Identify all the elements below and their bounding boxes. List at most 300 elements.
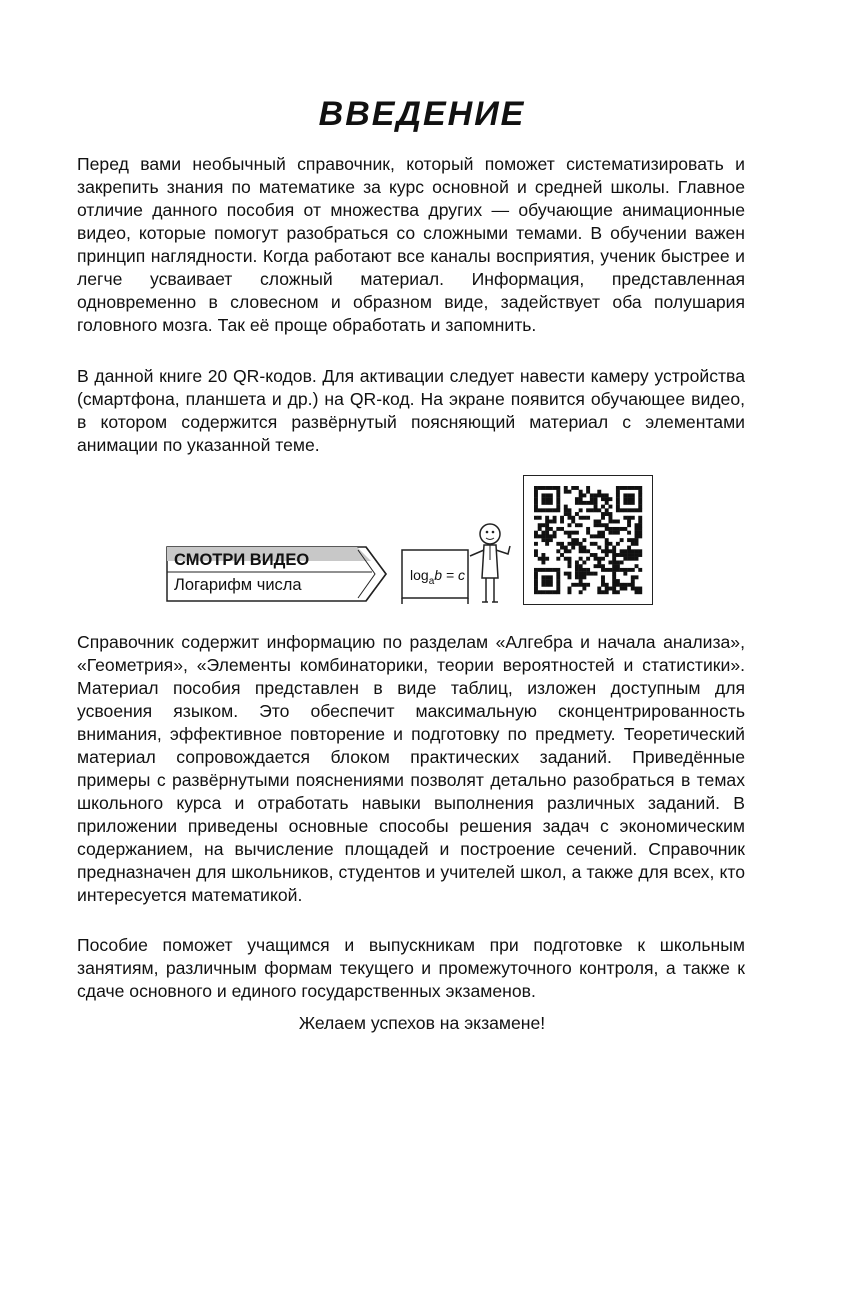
qr-module xyxy=(541,486,545,490)
qr-module xyxy=(616,501,620,505)
qr-module xyxy=(545,493,549,497)
qr-module xyxy=(616,493,620,497)
qr-module xyxy=(541,575,545,579)
contents-paragraph: Справочник содержит информацию по разделам «Алгебра и начала анализа», «Геометрия», «Элементы комбинаторики, теории вероятностей и статистики». Материал пособия представлен в виде таблиц, изложен доступным для усвоения языком. Это обеспечит максимальную сконцентрированность внимания, эффективное повторение и подготовку по предмету. Теоретический материал сопровождается блоком практических заданий. Приведённые примеры с развёрнутыми пояснениями позволят детально разобраться в темах школьного курса и отработать навыки выполнения различных заданий. В приложении приведены основные способы решения задач с экономическим содержанием, на вычисление площадей и построение сечений. Справочник предназначен для школьников, студентов и учителей школ, а также для всех, кто интересуется математикой. xyxy=(77,632,745,905)
qr-module xyxy=(564,490,568,494)
qr-module xyxy=(590,542,594,546)
qr-module xyxy=(545,575,549,579)
qr-module xyxy=(601,583,605,587)
qr-module xyxy=(612,572,616,576)
qr-module xyxy=(545,486,549,490)
qr-module xyxy=(594,501,598,505)
qr-module xyxy=(545,501,549,505)
qr-module xyxy=(549,527,553,531)
qr-module xyxy=(586,490,590,494)
qr-module xyxy=(638,534,642,538)
qr-module xyxy=(556,490,560,494)
qr-module xyxy=(556,542,560,546)
qr-module xyxy=(534,508,538,512)
qr-module xyxy=(545,590,549,594)
qr-module xyxy=(623,568,627,572)
qr-module xyxy=(631,568,635,572)
qr-module xyxy=(627,568,631,572)
qr-module xyxy=(635,527,639,531)
qr-module xyxy=(541,534,545,538)
qr-module xyxy=(612,568,616,572)
qr-module xyxy=(560,546,564,550)
qr-module xyxy=(608,587,612,591)
qr-module xyxy=(638,587,642,591)
qr-module xyxy=(556,590,560,594)
qr-module xyxy=(556,527,560,531)
qr-module xyxy=(541,523,545,527)
qr-module xyxy=(620,549,624,553)
qr-module xyxy=(601,579,605,583)
qr-code-graphic xyxy=(523,475,653,605)
qr-module xyxy=(556,575,560,579)
qr-module xyxy=(635,557,639,561)
qr-module xyxy=(538,534,542,538)
qr-module xyxy=(586,557,590,561)
intro-paragraph-1: Перед вами необычный справочник, который поможет систематизировать и закрепить знания по математике за курс основной и средней школы. Главное отличие данного пособия от множества других — обучающие анимационные видео, которые помогут разобраться со сложными темами. В обучении важен принцип наглядности. Когда работают все каналы восприятия, ученик быстрее и легче усваивает сложный материал. Информация, представленная одновременно в словесном и образном виде, задействует оба полушария головного мозга. Так её проще обработать и запомнить. xyxy=(77,154,745,335)
qr-module xyxy=(564,512,568,516)
qr-module xyxy=(582,575,586,579)
qr-module xyxy=(620,587,624,591)
qr-module xyxy=(534,549,538,553)
qr-module xyxy=(564,572,568,576)
qr-module xyxy=(575,531,579,535)
qr-module xyxy=(635,542,639,546)
qr-module xyxy=(597,508,601,512)
qr-module xyxy=(538,516,542,520)
qr-module xyxy=(594,572,598,576)
qr-module xyxy=(635,531,639,535)
qr-module xyxy=(601,531,605,535)
qr-module xyxy=(623,553,627,557)
qr-module xyxy=(575,572,579,576)
qr-module xyxy=(571,583,575,587)
qr-module xyxy=(579,501,583,505)
formula-rest: b = c xyxy=(434,567,465,583)
qr-module xyxy=(534,501,538,505)
qr-module xyxy=(638,493,642,497)
qr-module xyxy=(571,538,575,542)
qr-module xyxy=(549,575,553,579)
qr-module xyxy=(612,560,616,564)
qr-module xyxy=(623,508,627,512)
qr-module xyxy=(594,523,598,527)
qr-module xyxy=(608,527,612,531)
qr-module xyxy=(564,549,568,553)
qr-module xyxy=(579,549,583,553)
qr-module xyxy=(534,568,538,572)
watch-video-callout xyxy=(166,546,386,601)
qr-module xyxy=(627,538,631,542)
qr-module xyxy=(605,568,609,572)
qr-module xyxy=(571,486,575,490)
qr-module xyxy=(605,512,609,516)
formula-base: a xyxy=(428,575,435,587)
qr-module xyxy=(560,516,564,520)
qr-module xyxy=(594,557,598,561)
qr-module xyxy=(571,516,575,520)
qr-module xyxy=(638,531,642,535)
qr-module xyxy=(635,587,639,591)
qr-module xyxy=(605,590,609,594)
qr-module xyxy=(605,523,609,527)
qr-module xyxy=(586,527,590,531)
qr-module xyxy=(601,493,605,497)
qr-module xyxy=(638,486,642,490)
qr-module xyxy=(608,512,612,516)
qr-module xyxy=(631,542,635,546)
qr-module xyxy=(620,560,624,564)
qr-module xyxy=(631,549,635,553)
qr-module xyxy=(534,490,538,494)
qr-module xyxy=(545,579,549,583)
qr-module xyxy=(590,553,594,557)
qr-module xyxy=(538,557,542,561)
qr-module xyxy=(541,538,545,542)
qr-module xyxy=(627,557,631,561)
qr-module xyxy=(601,534,605,538)
qr-module xyxy=(541,560,545,564)
qr-module xyxy=(541,557,545,561)
qr-module xyxy=(623,583,627,587)
callout-heading: СМОТРИ ВИДЕО xyxy=(174,551,310,569)
qr-module xyxy=(545,531,549,535)
qr-module xyxy=(616,583,620,587)
qr-module xyxy=(605,527,609,531)
qr-module xyxy=(568,590,572,594)
qr-module xyxy=(545,527,549,531)
qr-module xyxy=(590,572,594,576)
qr-module xyxy=(605,583,609,587)
qr-module xyxy=(620,538,624,542)
qr-module xyxy=(638,549,642,553)
qr-module xyxy=(612,520,616,524)
qr-module xyxy=(597,531,601,535)
qr-module xyxy=(631,587,635,591)
qr-module xyxy=(597,490,601,494)
qr-module xyxy=(590,534,594,538)
qr-module xyxy=(627,501,631,505)
qr-module xyxy=(638,523,642,527)
qr-module xyxy=(631,508,635,512)
qr-module xyxy=(601,557,605,561)
qr-module xyxy=(534,587,538,591)
qr-module xyxy=(541,508,545,512)
qr-module xyxy=(571,546,575,550)
qr-module xyxy=(560,542,564,546)
qr-module xyxy=(605,553,609,557)
qr-module xyxy=(568,531,572,535)
qr-module xyxy=(579,523,583,527)
qr-module xyxy=(575,575,579,579)
qr-module xyxy=(586,583,590,587)
closing-wish: Желаем успехов на экзамене! xyxy=(298,1013,546,1033)
qr-module xyxy=(579,497,583,501)
qr-module xyxy=(556,493,560,497)
qr-module xyxy=(612,587,616,591)
qr-module xyxy=(594,542,598,546)
qr-module xyxy=(582,501,586,505)
qr-module xyxy=(631,538,635,542)
qr-module xyxy=(620,508,624,512)
qr-module xyxy=(579,493,583,497)
qr-module xyxy=(538,508,542,512)
qr-module xyxy=(568,560,572,564)
qr-module xyxy=(549,493,553,497)
qr-module xyxy=(612,583,616,587)
qr-module xyxy=(597,493,601,497)
qr-module xyxy=(631,583,635,587)
qr-module xyxy=(623,497,627,501)
qr-module xyxy=(534,583,538,587)
qr-module xyxy=(623,557,627,561)
qr-module xyxy=(582,493,586,497)
qr-module xyxy=(556,501,560,505)
qr-module xyxy=(638,520,642,524)
qr-module xyxy=(605,542,609,546)
qr-module xyxy=(568,557,572,561)
qr-module xyxy=(631,497,635,501)
qr-module xyxy=(541,493,545,497)
qr-module xyxy=(616,497,620,501)
qr-module xyxy=(575,560,579,564)
qr-module xyxy=(635,553,639,557)
qr-module xyxy=(605,587,609,591)
qr-module xyxy=(594,493,598,497)
qr-module xyxy=(627,583,631,587)
qr-module xyxy=(582,516,586,520)
qr-module xyxy=(582,546,586,550)
qr-module xyxy=(638,568,642,572)
qr-module xyxy=(627,486,631,490)
qr-module xyxy=(545,538,549,542)
qr-module xyxy=(601,590,605,594)
qr-module xyxy=(601,568,605,572)
qr-module xyxy=(541,568,545,572)
qr-module xyxy=(575,538,579,542)
qr-module xyxy=(568,516,572,520)
qr-module xyxy=(579,590,583,594)
qr-module xyxy=(564,508,568,512)
qr-module xyxy=(616,579,620,583)
qr-module xyxy=(586,568,590,572)
qr-module xyxy=(534,579,538,583)
qr-module xyxy=(635,486,639,490)
qr-module xyxy=(545,516,549,520)
qr-module xyxy=(612,527,616,531)
qr-module xyxy=(582,572,586,576)
qr-module xyxy=(627,531,631,535)
formula-log: log xyxy=(410,567,429,583)
qr-module xyxy=(575,523,579,527)
qr-module xyxy=(620,527,624,531)
qr-module xyxy=(538,568,542,572)
qr-module xyxy=(616,531,620,535)
qr-module xyxy=(612,553,616,557)
qr-module xyxy=(579,490,583,494)
qr-module xyxy=(616,490,620,494)
qr-module xyxy=(586,508,590,512)
qr-module xyxy=(568,572,572,576)
qr-module xyxy=(568,512,572,516)
qr-module xyxy=(608,542,612,546)
qr-module xyxy=(638,497,642,501)
qr-module xyxy=(582,583,586,587)
board-formula xyxy=(410,567,465,587)
qr-module xyxy=(601,549,605,553)
qr-module xyxy=(553,520,557,524)
qr-module xyxy=(579,572,583,576)
qr-module xyxy=(575,486,579,490)
qr-module xyxy=(545,497,549,501)
qr-module xyxy=(616,590,620,594)
qr-module xyxy=(534,505,538,509)
qr-module xyxy=(553,534,557,538)
qr-module xyxy=(605,538,609,542)
qr-module xyxy=(590,493,594,497)
qr-module xyxy=(638,553,642,557)
qr-module xyxy=(545,523,549,527)
qr-module xyxy=(541,553,545,557)
qr-module xyxy=(534,516,538,520)
qr-module xyxy=(605,493,609,497)
qr-module xyxy=(590,501,594,505)
qr-module xyxy=(623,527,627,531)
qr-module xyxy=(616,542,620,546)
qr-module xyxy=(560,520,564,524)
qr-module xyxy=(553,508,557,512)
qr-module xyxy=(608,497,612,501)
qr-module xyxy=(623,572,627,576)
purpose-paragraph: Пособие поможет учащимся и выпускникам при подготовке к школьным занятиям, различным формам текущего и промежуточного контроля, а также к сдаче основного и единого государственных экзаменов. xyxy=(77,935,745,1001)
qr-module xyxy=(627,523,631,527)
qr-module xyxy=(538,486,542,490)
qr-module xyxy=(575,512,579,516)
qr-module xyxy=(534,575,538,579)
qr-module xyxy=(623,493,627,497)
qr-module xyxy=(631,516,635,520)
qr-module xyxy=(556,486,560,490)
qr-module xyxy=(590,497,594,501)
qr-module xyxy=(638,501,642,505)
qr-module xyxy=(579,557,583,561)
qr-module xyxy=(549,534,553,538)
qr-module xyxy=(605,501,609,505)
qr-module xyxy=(579,564,583,568)
qr-module xyxy=(623,549,627,553)
qr-module xyxy=(608,516,612,520)
qr-module xyxy=(538,527,542,531)
qr-module xyxy=(579,542,583,546)
page-title: ВВЕДЕНИЕ xyxy=(318,95,526,133)
qr-module xyxy=(597,546,601,550)
qr-module xyxy=(635,538,639,542)
qr-module xyxy=(608,568,612,572)
qr-module xyxy=(601,564,605,568)
callout-topic: Логарифм числа xyxy=(174,576,302,594)
qr-module xyxy=(601,512,605,516)
qr-module xyxy=(590,508,594,512)
qr-module xyxy=(631,579,635,583)
qr-module xyxy=(575,542,579,546)
qr-module xyxy=(579,516,583,520)
qr-module xyxy=(605,546,609,550)
qr-module xyxy=(635,534,639,538)
qr-module xyxy=(575,583,579,587)
qr-module xyxy=(616,508,620,512)
qr-module xyxy=(549,501,553,505)
qr-module xyxy=(620,486,624,490)
qr-module xyxy=(553,486,557,490)
qr-module xyxy=(534,486,538,490)
qr-module xyxy=(612,531,616,535)
qr-module xyxy=(612,546,616,550)
qr-module xyxy=(616,520,620,524)
qr-module xyxy=(608,520,612,524)
qr-module xyxy=(627,553,631,557)
qr-module xyxy=(601,516,605,520)
qr-module xyxy=(553,590,557,594)
qr-module xyxy=(601,505,605,509)
qr-module xyxy=(623,516,627,520)
qr-module xyxy=(627,516,631,520)
qr-module xyxy=(575,564,579,568)
qr-module xyxy=(597,534,601,538)
qr-module xyxy=(568,490,572,494)
qr-module xyxy=(627,546,631,550)
qr-module xyxy=(560,527,564,531)
qr-module xyxy=(586,486,590,490)
qr-module xyxy=(556,508,560,512)
qr-module xyxy=(597,523,601,527)
qr-module xyxy=(631,575,635,579)
qr-module xyxy=(534,534,538,538)
qr-module xyxy=(582,549,586,553)
qr-module xyxy=(582,560,586,564)
qr-module xyxy=(635,523,639,527)
qr-module xyxy=(597,564,601,568)
qr-module xyxy=(627,520,631,524)
qr-module xyxy=(556,583,560,587)
qr-module xyxy=(597,590,601,594)
qr-module xyxy=(597,587,601,591)
qr-module xyxy=(549,590,553,594)
qr-module xyxy=(594,564,598,568)
qr-module xyxy=(612,590,616,594)
qr-module xyxy=(638,508,642,512)
qr-module xyxy=(627,549,631,553)
qr-module xyxy=(545,520,549,524)
qr-module xyxy=(541,590,545,594)
qr-module xyxy=(631,501,635,505)
qr-module xyxy=(635,575,639,579)
qr-module xyxy=(631,553,635,557)
qr-module xyxy=(549,583,553,587)
qr-module xyxy=(620,583,624,587)
qr-code-icon[interactable] xyxy=(523,475,653,605)
qr-module xyxy=(549,508,553,512)
qr-module xyxy=(612,549,616,553)
qr-module xyxy=(549,538,553,542)
qr-module xyxy=(534,553,538,557)
teacher-illustration xyxy=(398,520,518,606)
qr-module xyxy=(594,520,598,524)
qr-module xyxy=(545,534,549,538)
